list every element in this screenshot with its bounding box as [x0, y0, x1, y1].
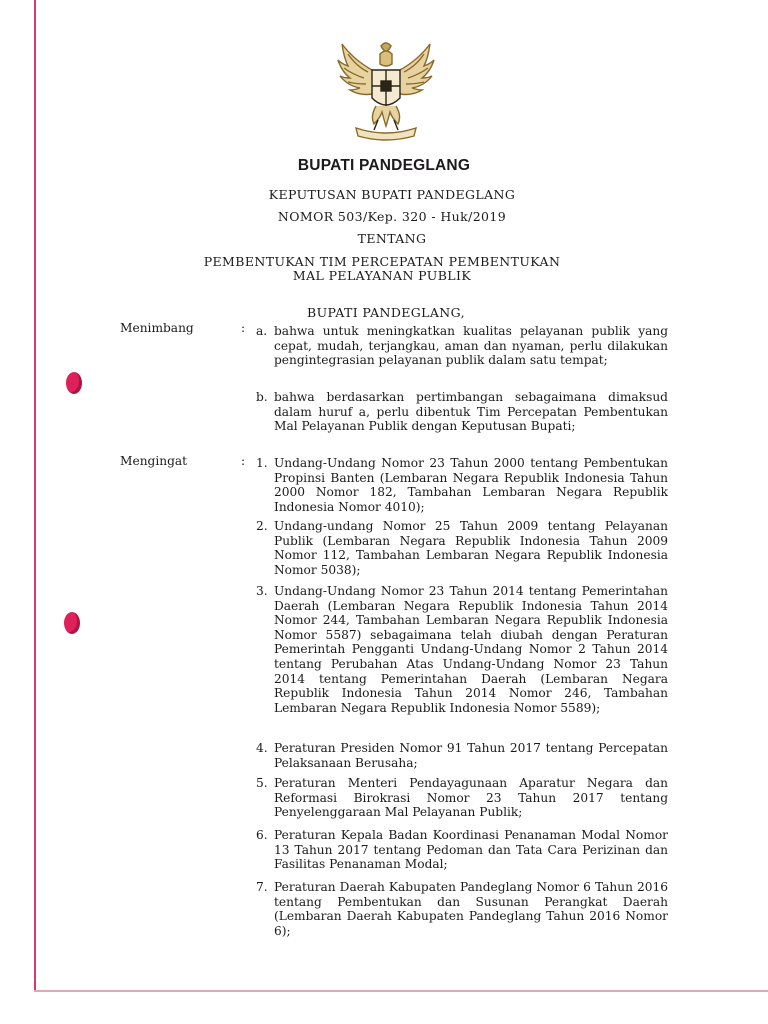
considering-item-b: bahwa berdasarkan pertimbangan sebagaimana dimaksud dalam huruf a, perlu dibentuk Tim Percepatan Pembentukan Mal Pelayanan Publik dengan Keputusan Bupati; — [274, 390, 668, 434]
punch-hole-bottom — [64, 612, 80, 634]
considering-marker-a: a. — [256, 324, 268, 338]
recalling-label: Mengingat — [120, 454, 188, 468]
punch-hole-top — [66, 372, 82, 394]
recalling-marker-5: 5. — [256, 776, 268, 790]
page-margin-line — [34, 0, 36, 992]
subject-line-2: MAL PELAYANAN PUBLIK — [292, 268, 472, 283]
recalling-item-5: Peraturan Menteri Pendayagunaan Aparatur Negara dan Reformasi Birokrasi Nomor 23 Tahun 2017 tentang Penyelenggaraan Mal Pelayanan Publik; — [274, 776, 668, 820]
issuer-line: BUPATI PANDEGLANG, — [307, 305, 465, 320]
considering-colon: : — [241, 321, 246, 335]
recalling-item-1: Undang-Undang Nomor 23 Tahun 2000 tentang Pembentukan Propinsi Banten (Lembaran Negara Republik Indonesia Tahun 2000 Nomor 182, Tambahan Lembaran Negara Republik Indonesia Nomor 4010); — [274, 456, 668, 514]
decree-number: NOMOR 503/Kep. 320 - Huk/2019 — [277, 209, 507, 224]
recalling-marker-7: 7. — [256, 880, 268, 894]
recalling-colon: : — [241, 454, 246, 468]
page-bottom-edge — [34, 990, 768, 992]
garuda-pancasila-emblem — [334, 40, 438, 142]
recalling-item-6: Peraturan Kepala Badan Koordinasi Penanaman Modal Nomor 13 Tahun 2017 tentang Pedoman dan Tata Cara Perizinan dan Fasilitas Penanaman Modal; — [274, 828, 668, 872]
recalling-marker-6: 6. — [256, 828, 268, 842]
regent-heading: BUPATI PANDEGLANG — [297, 157, 471, 174]
considering-marker-b: b. — [256, 390, 268, 404]
recalling-marker-1: 1. — [256, 456, 268, 470]
considering-label: Menimbang — [120, 321, 194, 335]
recalling-item-7: Peraturan Daerah Kabupaten Pandeglang Nomor 6 Tahun 2016 tentang Pembentukan dan Susunan Perangkat Daerah (Lembaran Daerah Kabupaten Pandeglang Tahun 2016 Nomor 6); — [274, 880, 668, 938]
subject-line-1: PEMBENTUKAN TIM PERCEPATAN PEMBENTUKAN — [203, 254, 561, 269]
recalling-marker-2: 2. — [256, 519, 268, 533]
recalling-marker-4: 4. — [256, 741, 268, 755]
recalling-marker-3: 3. — [256, 584, 268, 598]
recalling-item-4: Peraturan Presiden Nomor 91 Tahun 2017 tentang Percepatan Pelaksanaan Berusaha; — [274, 741, 668, 770]
recalling-item-2: Undang-undang Nomor 25 Tahun 2009 tentang Pelayanan Publik (Lembaran Negara Republik Indonesia Tahun 2009 Nomor 112, Tambahan Lembaran Negara Republik Indonesia Nomor 5038); — [274, 519, 668, 577]
about-label: TENTANG — [357, 231, 427, 246]
considering-item-a: bahwa untuk meningkatkan kualitas pelayanan publik yang cepat, mudah, terjangkau, aman dan nyaman, perlu dilakukan pengintegrasian pelayanan publik dalam satu tempat; — [274, 324, 668, 368]
decree-title: KEPUTUSAN BUPATI PANDEGLANG — [268, 187, 516, 202]
recalling-item-3: Undang-Undang Nomor 23 Tahun 2014 tentang Pemerintahan Daerah (Lembaran Negara Republik Indonesia Tahun 2014 Nomor 244, Tambahan Lembaran Negara Republik Indonesia Nomor 5587) sebagaimana telah diubah dengan Peraturan Pemerintah Pengganti Undang-Undang Nomor 2 Tahun 2014 tentang Perubahan Atas Undang-Undang Nomor 23 Tahun 2014 tentang Pemerintahan Daerah (Lembaran Negara Republik Indonesia Tahun 2014 Nomor 246, Tambahan Lembaran Negara Republik Indonesia Nomor 5589); — [274, 584, 668, 715]
